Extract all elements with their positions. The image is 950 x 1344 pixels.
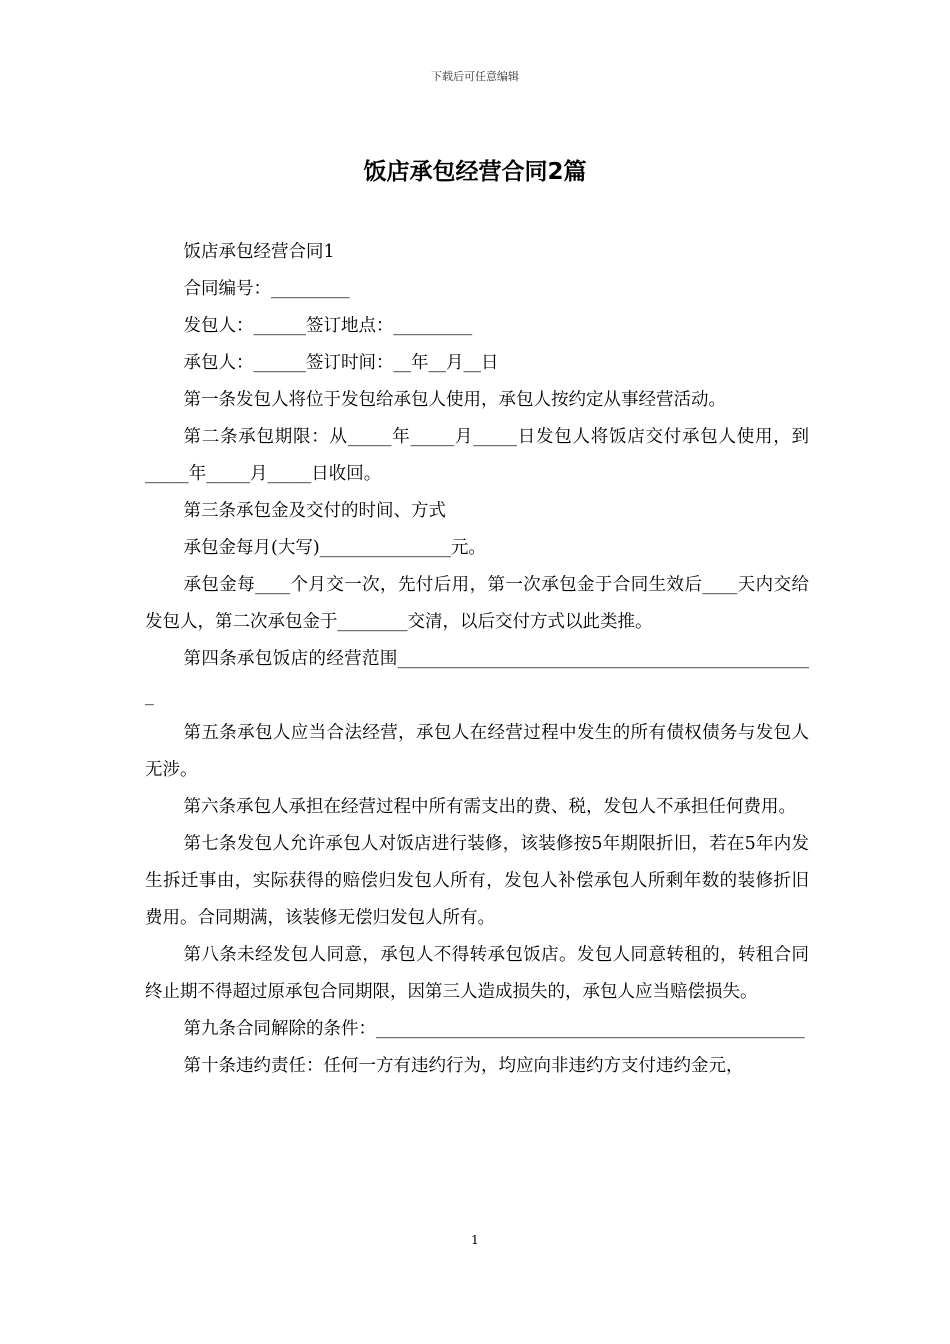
article-4: 第四条承包饭店的经营范围________________________________________________ (145, 649, 809, 706)
document-title: 饭店承包经营合同2篇 (363, 159, 587, 185)
contract-subtitle: 饭店承包经营合同1 (183, 242, 335, 262)
contractor-line: 承包人：______签订时间：__年__月__日 (183, 353, 499, 373)
document-body (145, 234, 809, 1085)
article-6: 第六条承包人承担在经营过程中所有需支出的费、税，发包人不承担任何费用。 (183, 797, 796, 817)
article-9: 第九条合同解除的条件：_________________________________________________ (183, 1019, 805, 1039)
article-3: 第三条承包金及交付的时间、方式 (183, 501, 446, 521)
article-10: 第十条违约责任：任何一方有违约行为，均应向非违约方支付违约金元， (183, 1056, 744, 1076)
issuer-line: 发包人：______签订地点：_________ (183, 316, 473, 336)
article-3-monthly-amount: 承包金每月(大写)_______________元。 (183, 538, 486, 558)
contract-number-line: 合同编号：_________ (183, 279, 350, 299)
page-header-note: 下载后可任意编辑 (431, 70, 519, 83)
article-5: 第五条承包人应当合法经营，承包人在经营过程中发生的所有债权债务与发包人无涉。 (145, 723, 809, 780)
article-1: 第一条发包人将位于发包给承包人使用，承包人按约定从事经营活动。 (183, 390, 726, 410)
article-7: 第七条发包人允许承包人对饭店进行装修，该装修按5年期限折旧，若在5年内发生拆迁事由，实际获得的赔偿归发包人所有，发包人补偿承包人所剩年数的装修折旧费用。合同期满，该装修无偿归发包人所有。 (145, 834, 809, 928)
article-2: 第二条承包期限：从_____年_____月_____日发包人将饭店交付承包人使用，到_____年_____月_____日收回。 (145, 427, 809, 484)
article-8: 第八条未经发包人同意，承包人不得转承包饭店。发包人同意转租的，转租合同终止期不得超过原承包合同期限，因第三人造成损失的，承包人应当赔偿损失。 (145, 945, 809, 1002)
article-3-payment-terms: 承包金每____个月交一次，先付后用，第一次承包金于合同生效后____天内交给发包人，第二次承包金于________交清，以后交付方式以此类推。 (145, 575, 809, 632)
page-number: 1 (471, 1233, 479, 1247)
